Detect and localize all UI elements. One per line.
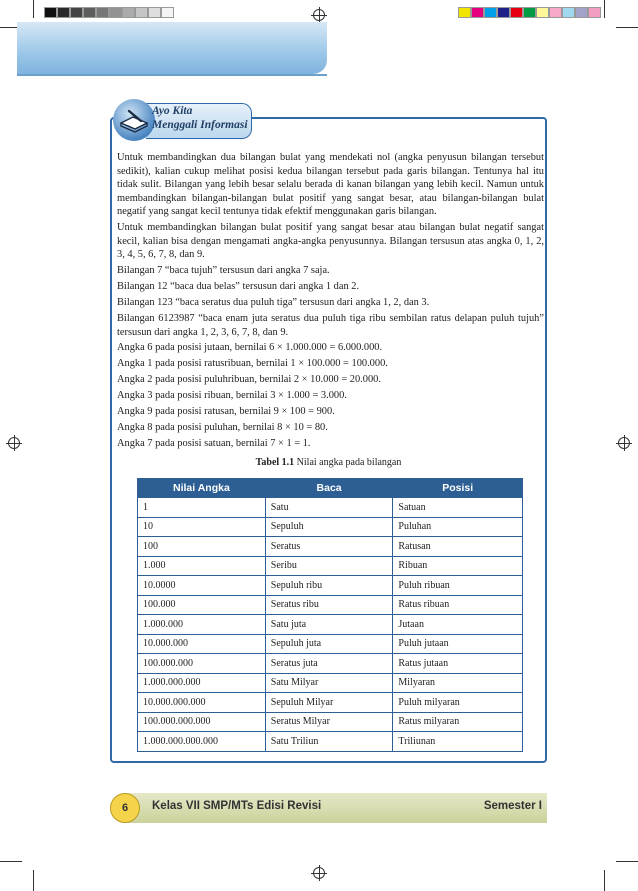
cell-baca: Seratus juta <box>265 654 393 674</box>
text-line: Angka 3 pada posisi ribuan, bernilai 3 × 1.000 = 3.000. <box>117 390 347 401</box>
crop-mark <box>604 0 605 18</box>
cell-posisi: Jutaan <box>393 615 523 635</box>
section-title-line1: Ayo Kita <box>152 105 193 117</box>
color-swatch <box>458 7 471 18</box>
color-swatch <box>588 7 601 18</box>
color-swatch <box>510 7 523 18</box>
cell-baca: Sepuluh <box>265 517 393 537</box>
table-row <box>138 537 523 557</box>
cell-posisi: Ratus ribuan <box>393 595 523 615</box>
header-banner-underline <box>17 74 327 76</box>
cell-baca: Sepuluh Milyar <box>265 693 393 713</box>
cell-baca: Seratus Milyar <box>265 712 393 732</box>
column-header-nilai-angka: Nilai Angka <box>138 479 266 498</box>
table-row <box>138 595 523 615</box>
color-swatch <box>549 7 562 18</box>
text-line: Angka 9 pada posisi ratusan, bernilai 9 × 100 = 900. <box>117 406 335 417</box>
text-line: Angka 1 pada posisi ratusribuan, bernilai 1 × 100.000 = 100.000. <box>117 358 388 369</box>
footer-book-title: Kelas VII SMP/MTs Edisi Revisi <box>152 800 322 812</box>
cell-nilai-angka: 100 <box>138 537 266 557</box>
table-row <box>138 556 523 576</box>
text-line: Angka 7 pada posisi satuan, bernilai 7 × 1 = 1. <box>117 438 311 449</box>
registration-mark-left <box>8 437 20 449</box>
cell-baca: Satu juta <box>265 615 393 635</box>
paragraph: Untuk membandingkan dua bilangan bulat yang mendekati nol (angka penyusun bilangan tersebut sedikit), kalian cukup melihat posisi kedua bilangan tersebut pada garis bilangan. Tentunya hal itu tidak sulit. Bilangan yang lebih besar selalu berada di kanan bilangan yang lebih kecil. Namun untuk membandingkan bilangan-bilangan bulat positif yang sangat besar, atau bilangan-bilangan bulat negatif yang sangat kecil tentunya tidak efektif menggunakan garis bilangan. <box>117 152 544 217</box>
cell-baca: Satu <box>265 498 393 518</box>
column-header-posisi: Posisi <box>393 479 523 498</box>
cell-posisi: Satuan <box>393 498 523 518</box>
section-title-line2: Menggali Informasi <box>152 119 248 131</box>
book-pen-icon <box>119 107 149 133</box>
crop-mark <box>33 870 34 891</box>
cell-posisi: Ratusan <box>393 537 523 557</box>
cell-baca: Sepuluh juta <box>265 634 393 654</box>
cell-posisi: Ratus jutaan <box>393 654 523 674</box>
cell-nilai-angka: 1 <box>138 498 266 518</box>
place-value-table <box>137 478 523 752</box>
crop-mark <box>33 0 34 18</box>
color-swatch <box>562 7 575 18</box>
crop-mark <box>616 861 638 862</box>
page-number: 6 <box>110 793 140 823</box>
gray-swatch <box>148 7 161 18</box>
gray-swatch <box>83 7 96 18</box>
cell-nilai-angka: 10.000.000 <box>138 634 266 654</box>
color-swatch <box>523 7 536 18</box>
footer-semester: Semester I <box>483 800 542 812</box>
table-caption <box>110 457 547 468</box>
table-caption-label: Tabel 1.1 <box>255 457 295 468</box>
text-line: Angka 8 pada posisi puluhan, bernilai 8 × 10 = 80. <box>117 422 328 433</box>
text-line: Bilangan 123 “baca seratus dua puluh tiga” tersusun dari angka 1, 2, dan 3. <box>117 297 430 308</box>
cell-posisi: Puluh jutaan <box>393 634 523 654</box>
text-line: Angka 2 pada posisi puluhribuan, bernilai 2 × 10.000 = 20.000. <box>117 374 381 385</box>
text-line: Angka 6 pada posisi jutaan, bernilai 6 × 1.000.000 = 6.000.000. <box>117 342 383 353</box>
cell-posisi: Puluh ribuan <box>393 576 523 596</box>
text-line: Bilangan 12 “baca dua belas” tersusun dari angka 1 dan 2. <box>117 281 360 292</box>
table-caption-text: Nilai angka pada bilangan <box>294 457 402 468</box>
cell-nilai-angka: 100.000 <box>138 595 266 615</box>
table-row <box>138 517 523 537</box>
registration-mark-bottom <box>313 867 325 879</box>
column-header-baca: Baca <box>265 479 393 498</box>
cell-posisi: Triliunan <box>393 732 523 752</box>
cell-posisi: Ratus milyaran <box>393 712 523 732</box>
cell-baca: Satu Milyar <box>265 673 393 693</box>
cell-nilai-angka: 1.000.000.000.000 <box>138 732 266 752</box>
table-row <box>138 576 523 596</box>
cell-nilai-angka: 1.000 <box>138 556 266 576</box>
gray-swatch <box>135 7 148 18</box>
cell-posisi: Ribuan <box>393 556 523 576</box>
process-color-bar <box>458 7 601 18</box>
table-row <box>138 615 523 635</box>
table-row <box>138 673 523 693</box>
registration-mark-top <box>313 9 325 21</box>
cell-posisi: Milyaran <box>393 673 523 693</box>
paragraph: Bilangan 6123987 “baca enam juta seratus dua puluh tiga ribu sembilan ratus delapan puluh tujuh” tersusun dari angka 1, 2, 3, 6, 7, 8, dan 9. <box>117 313 544 338</box>
table-row <box>138 732 523 752</box>
gray-swatch <box>44 7 57 18</box>
text-line: Bilangan 7 “baca tujuh” tersusun dari angka 7 saja. <box>117 265 330 276</box>
table-row <box>138 634 523 654</box>
cell-baca: Satu Triliun <box>265 732 393 752</box>
gray-swatch <box>70 7 83 18</box>
registration-mark-right <box>618 437 630 449</box>
gray-swatch <box>122 7 135 18</box>
cell-posisi: Puluhan <box>393 517 523 537</box>
crop-mark <box>604 870 605 891</box>
color-swatch <box>471 7 484 18</box>
gray-swatch <box>109 7 122 18</box>
table-row <box>138 498 523 518</box>
cell-baca: Sepuluh ribu <box>265 576 393 596</box>
cell-nilai-angka: 10.0000 <box>138 576 266 596</box>
cell-posisi: Puluh milyaran <box>393 693 523 713</box>
paragraph: Untuk membandingkan bilangan bulat positif yang sangat besar atau bilangan bulat negatif sangat kecil, kalian bisa dengan mengamati angka-angka penyusunnya. Bilangan tersusun atas angka 0, 1, 2, 3, 4, 5, 6, 7, 8, dan 9. <box>117 222 544 260</box>
cell-baca: Seratus ribu <box>265 595 393 615</box>
color-swatch <box>484 7 497 18</box>
table-header-row <box>138 479 523 498</box>
cell-nilai-angka: 1.000.000 <box>138 615 266 635</box>
cell-nilai-angka: 10 <box>138 517 266 537</box>
table-row <box>138 654 523 674</box>
cell-nilai-angka: 100.000.000 <box>138 654 266 674</box>
cell-nilai-angka: 10.000.000.000 <box>138 693 266 713</box>
gray-swatch <box>57 7 70 18</box>
color-swatch <box>497 7 510 18</box>
crop-mark <box>616 27 638 28</box>
gray-swatch <box>96 7 109 18</box>
cell-baca: Seribu <box>265 556 393 576</box>
color-swatch <box>536 7 549 18</box>
cell-nilai-angka: 100.000.000.000 <box>138 712 266 732</box>
gray-swatch <box>161 7 174 18</box>
crop-mark <box>0 861 22 862</box>
table-row <box>138 712 523 732</box>
section-badge <box>113 99 155 141</box>
header-banner <box>17 22 327 74</box>
table-row <box>138 693 523 713</box>
grayscale-color-bar <box>44 7 174 18</box>
cell-baca: Seratus <box>265 537 393 557</box>
color-swatch <box>575 7 588 18</box>
cell-nilai-angka: 1.000.000.000 <box>138 673 266 693</box>
